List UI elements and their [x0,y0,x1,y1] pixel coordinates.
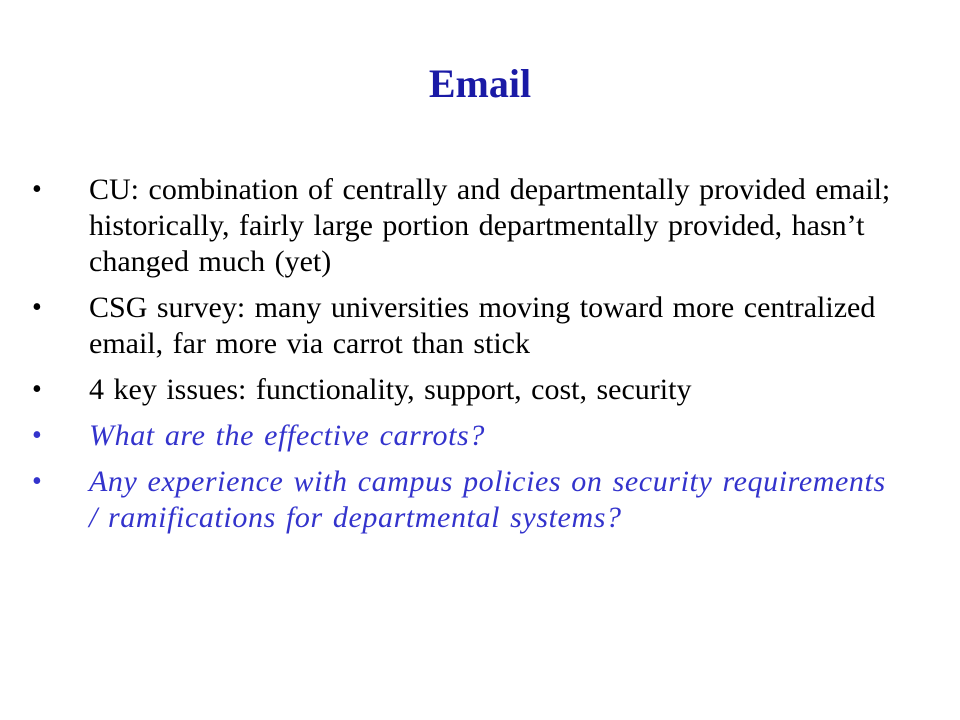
bullet-marker: • [32,466,42,497]
bullet-marker: • [32,292,42,323]
question-item [0,418,899,454]
bullet-item [0,172,899,280]
bullet-marker: • [32,374,42,405]
bullet-marker: • [32,174,42,205]
slide-title: Email [428,61,532,106]
bullet-marker: • [32,420,42,451]
bullet-item [0,372,899,408]
bullet-list [0,172,960,546]
bullet-item [0,290,899,362]
question-text: Any experience with campus policies on security requirements / ramifications for departmental systems? [89,465,886,534]
question-item [0,464,899,536]
question-text: What are the effective carrots? [89,419,485,452]
bullet-text: CU: combination of centrally and departmentally provided email; historically, fairly large portion departmentally provided, hasn’t changed much (yet) [89,173,891,278]
bullet-text: CSG survey: many universities moving toward more centralized email, far more via carrot than stick [89,291,876,360]
bullet-text: 4 key issues: functionality, support, cost, security [89,373,692,406]
